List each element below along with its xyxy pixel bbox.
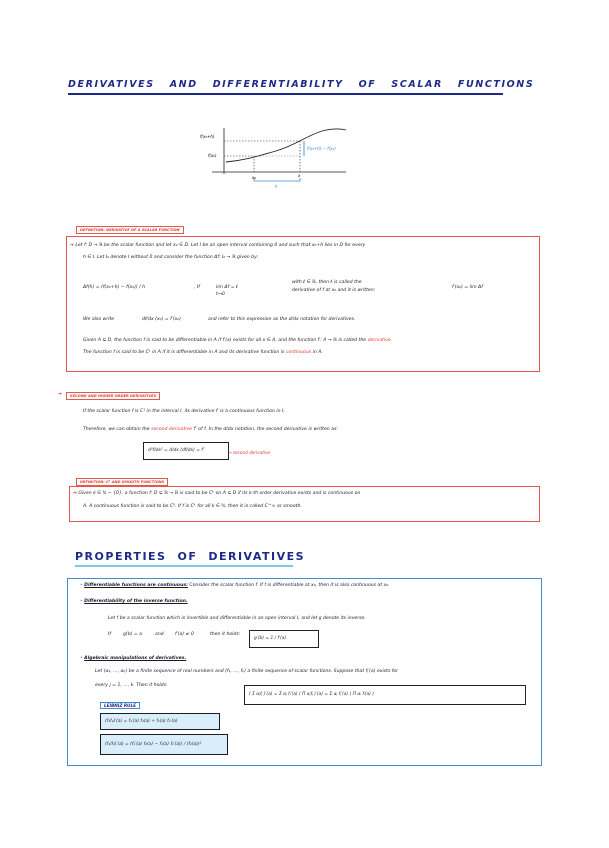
second-derivative-note: → second derivative <box>228 450 271 455</box>
title-word: DERIVATIVES <box>208 550 306 563</box>
if-text: , If <box>194 285 200 290</box>
derivative-graph <box>196 126 356 198</box>
property-2-cond1: g(b) = a <box>123 632 143 637</box>
second-line1: If the scalar function f is C¹ in the interval I, its derivative f′ is a continuous function in I. <box>83 409 285 414</box>
page-title <box>68 79 534 90</box>
graph-diff-label: f(x₀+h) − f(x₀) <box>307 146 336 151</box>
leibniz-formula: (f₁f₂)′(a) = f₁′(a) f₂(a) + f₁(a) f₂′(a) <box>100 713 220 730</box>
title-word: OF <box>358 79 377 90</box>
graph-x-left-label: x₀ <box>252 175 256 180</box>
title-word: SCALAR <box>391 79 443 90</box>
title-word: DERIVATIVES <box>68 79 155 90</box>
inverse-derivative-formula: g′(b) = 1 / f′(a) <box>249 630 319 648</box>
derivative-text: derivative of f at x₀ and it is written: <box>292 288 376 293</box>
also-write-formula: df/dx (x₀) = f′(x₀) <box>142 317 181 322</box>
def1-line2: h ∈ I. Let I₀ denote I without 0 and consider the function Δf: I₀ → ℝ given by: <box>83 255 259 260</box>
title-underline <box>68 93 503 95</box>
quotient-formula: (f₁/f₂)′(a) = (f₁′(a) f₂(a) − f₁(a) f₂′(a)) / (f₂(a))² <box>100 734 228 755</box>
property-2-then: then it holds: <box>210 632 241 637</box>
def2-line1: ➔ Given k ∈ ℕ − {0}, a function f: D ⊆ ℝ → ℝ is said to be Cᵏ on A ⊆ D if its k-th order derivative exists and is continuous on <box>73 491 361 496</box>
limit-expression: lim Δf = ℓ <box>216 285 238 290</box>
section-title <box>75 550 305 563</box>
graph-x-right-label: x <box>298 173 301 178</box>
title-word: DIFFERENTIABILITY <box>212 79 344 90</box>
second-line2: Therefore, we can obtain the second derivative f″ of f. In the d/dx notation, the second derivative is written as: <box>83 427 338 432</box>
def1-line1: ➔ Let f: D → ℝ be the scalar function and let x₀ ∈ D. Let I be an open interval containing 0 and such that x₀+h lies in D for every <box>70 243 366 248</box>
ck-definition-tag: DEFINITION: Cᵏ AND SMOOTH FUNCTIONS <box>76 478 168 486</box>
delta-definition: Δf(h) = (f(x₀+h) − f(x₀)) / h <box>83 285 146 290</box>
derivative-formula: f′(x₀) = lim Δf <box>452 285 483 290</box>
title-word: OF <box>177 550 198 563</box>
property-2-and: and <box>155 632 164 637</box>
graph-y-lower-label: f(x₀) <box>208 153 217 158</box>
with-text: with ℓ ∈ ℝ, then ℓ is called the <box>292 280 362 285</box>
second-bullet: ➔ <box>58 392 62 397</box>
property-2-line1: Let f be a scalar function which is invertible and differentiable in an open interval I, and let g denote its inverse. <box>108 616 366 621</box>
title-word: PROPERTIES <box>75 550 167 563</box>
def1-line6: The function f is said to be C¹ in A if it is differentiable in A and its derivative function is continuous in A. <box>83 350 323 355</box>
property-2-if: If <box>108 632 111 637</box>
refer-text: and refer to this expression as the d/dx notation for derivatives. <box>208 317 356 322</box>
title-word: FUNCTIONS <box>457 79 535 90</box>
property-2-cond2: f′(a) ≠ 0 <box>175 632 194 637</box>
leibniz-tag: LEIBNIZ RULE <box>100 702 140 709</box>
property-3-line1: Let (α₁, ..., αₖ) be a finite sequence of real numbers and (f₁, ..., fₖ) a finite sequence of scalar functions. Suppose that fⱼ′(a) exists for <box>95 669 399 674</box>
property-3-title: • Algebraic manipulations of derivatives. <box>80 656 187 661</box>
graph-y-upper-label: f(x₀+h) <box>200 134 215 139</box>
graph-h-label: h <box>275 184 278 189</box>
second-derivative-formula: d²f/dx² = d/dx (df/dx) = f″ <box>143 442 229 460</box>
def1-line5: Given A ⊆ D, the function f is said to be differentiable in A if f′(x) exists for all x ∈ A, and the function f′: A → ℝ is called the derivative. <box>83 338 393 343</box>
also-write-text: We also write <box>83 317 115 322</box>
limit-subscript: h→0 <box>216 291 225 296</box>
def2-line2: A. A continuous function is said to be C⁰. If f is Cᵏ for all k ∈ ℕ, then it is called C^∞ or smooth. <box>83 504 302 509</box>
definition-tag: DEFINITION: DERIVATIVE OF A SCALAR FUNCTION <box>76 226 184 234</box>
title-word: AND <box>169 79 198 90</box>
property-3-line2: every j = 1, ..., k. Then it holds: <box>95 683 168 688</box>
property-1: • Differentiable functions are continuous: Consider the scalar function f. If f is differentiable at x₀, then it is also continuous at x₀. <box>80 583 390 588</box>
section-underline <box>75 565 293 567</box>
property-2-title: • Differentiability of the inverse function. <box>80 599 188 604</box>
second-derivatives-tag: SECOND AND HIGHER ORDER DERIVATIVES <box>66 392 160 400</box>
algebraic-formula: ( Σ αⱼfⱼ )′(a) = Σ αⱼ fⱼ′(a) ( Π αⱼfⱼ )′(a) = Σ αⱼ fⱼ′(a) ( Π αᵢ fᵢ(a) ) <box>244 685 526 705</box>
